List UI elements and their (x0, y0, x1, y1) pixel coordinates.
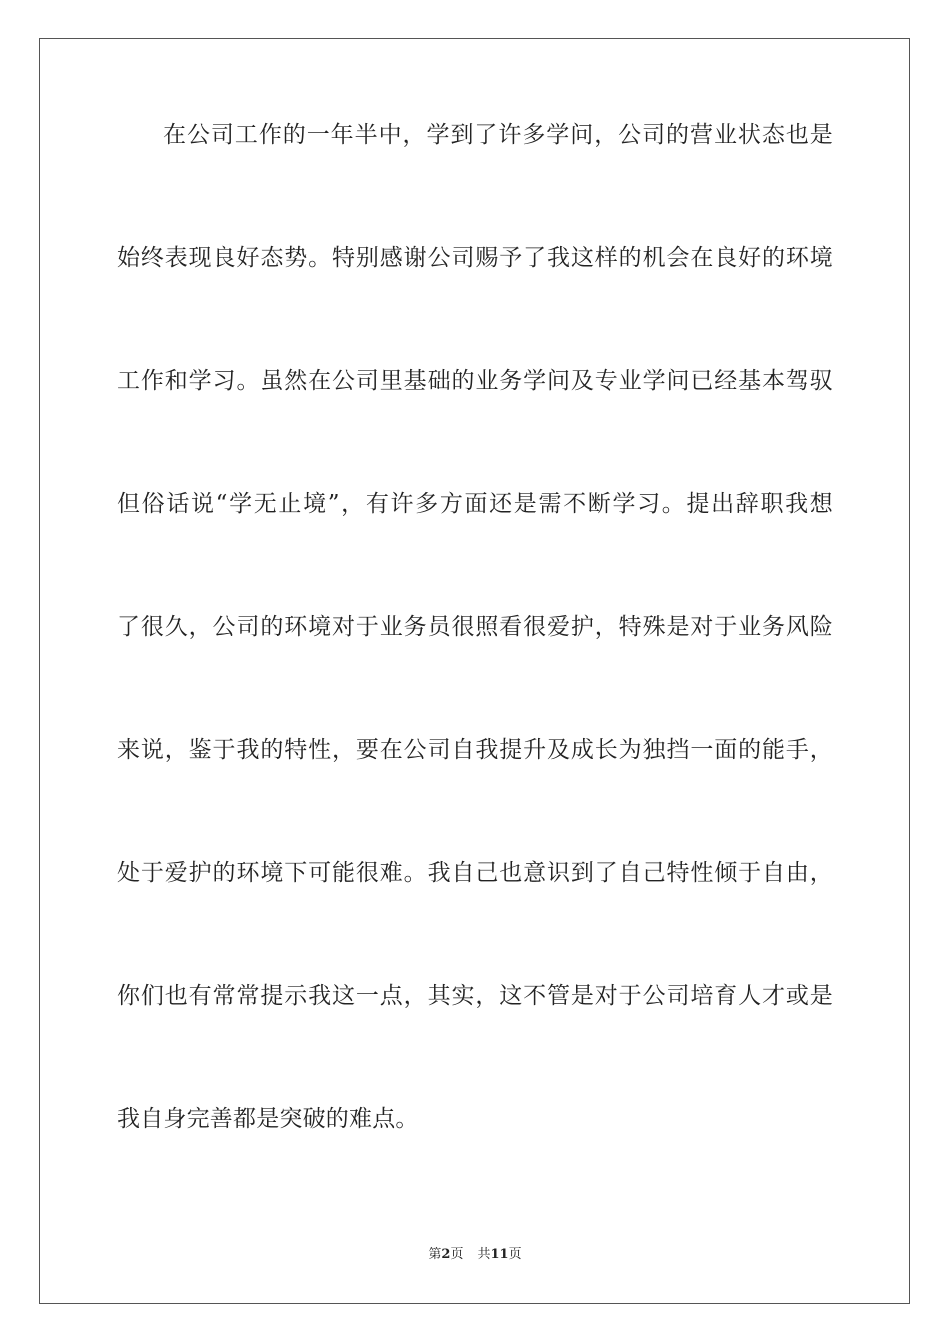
total-prefix: 共 (477, 1247, 491, 1262)
paragraph-line-5: 了很久，公司的环境对于业务员很照看很爱护，特殊是对于业务风险 (117, 614, 833, 640)
page-number-footer (0, 1247, 950, 1263)
paragraph-line-8: 你们也有常常提示我这一点，其实，这不管是对于公司培育人才或是 (117, 983, 833, 1009)
total-suffix: 页 (508, 1247, 522, 1262)
paragraph-line-3: 工作和学习。虽然在公司里基础的业务学问及专业学问已经基本驾驭 (117, 368, 833, 394)
paragraph-line-9: 我自身完善都是突破的难点。 (117, 1106, 419, 1132)
paragraph-line-1: 在公司工作的一年半中，学到了许多学问，公司的营业状态也是 (163, 122, 833, 148)
paragraph-line-6: 来说，鉴于我的特性，要在公司自我提升及成长为独挡一面的能手， (117, 737, 833, 763)
paragraph-line-2: 始终表现良好态势。特别感谢公司赐予了我这样的机会在良好的环境 (117, 245, 833, 271)
paragraph-line-4: 但俗话说“学无止境”，有许多方面还是需不断学习。提出辞职我想 (117, 491, 833, 517)
paragraph-line-7: 处于爱护的环境下可能很难。我自己也意识到了自己特性倾于自由， (117, 860, 833, 886)
document-body (117, 124, 833, 1231)
total-page-number: 11 (490, 1247, 509, 1262)
page-suffix: 页 (450, 1247, 464, 1262)
page-prefix: 第 (428, 1247, 442, 1262)
current-page-number: 2 (441, 1247, 451, 1262)
